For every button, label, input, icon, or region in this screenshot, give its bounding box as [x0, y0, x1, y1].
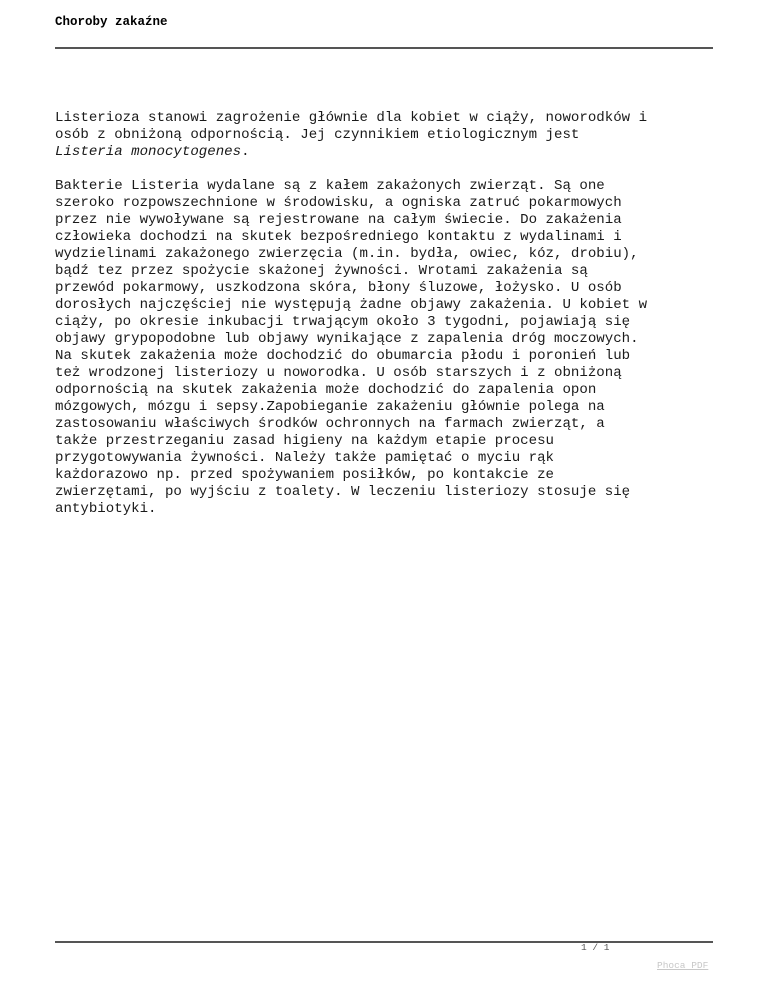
- footer-divider: [55, 941, 713, 943]
- paragraph-line: zwierzętami, po wyjściu z toalety. W leczeniu listeriozy stosuje się: [55, 484, 631, 500]
- page-number: 1 / 1: [581, 942, 610, 953]
- paragraph-line: też wrodzonej listeriozy u noworodka. U osób starszych i z obniżoną: [55, 365, 622, 381]
- paragraph-line: dorosłych najczęściej nie występują żadne objawy zakażenia. U kobiet w: [55, 297, 648, 313]
- paragraph-line: także przestrzeganiu zasad higieny na każdym etapie procesu: [55, 433, 554, 449]
- paragraph-line: zastosowaniu właściwych środków ochronnych na farmach zwierząt, a: [55, 416, 605, 432]
- article-paragraph-body: [55, 178, 713, 518]
- paragraph-line: [55, 144, 713, 161]
- paragraph-line: każdorazowo np. przed spożywaniem posiłków, po kontakcie ze: [55, 467, 554, 483]
- paragraph-line: przewód pokarmowy, uszkodzona skóra, błony śluzowe, łożysko. U osób: [55, 280, 622, 296]
- paragraph-line: Listerioza stanowi zagrożenie głównie dla kobiet w ciąży, noworodków i: [55, 110, 648, 126]
- paragraph-line: objawy grypopodobne lub objawy wynikające z zapalenia dróg moczowych.: [55, 331, 639, 347]
- paragraph-line: szeroko rozpowszechnione w środowisku, a ogniska zatruć pokarmowych: [55, 195, 622, 211]
- paragraph-line: bądź tez przez spożycie skażonej żywności. Wrotami zakażenia są: [55, 263, 588, 279]
- paragraph-line: odpornością na skutek zakażenia może dochodzić do zapalenia opon: [55, 382, 597, 398]
- header-divider: [55, 47, 713, 49]
- article-paragraph-intro: [55, 110, 713, 161]
- sentence-end: .: [241, 144, 250, 160]
- paragraph-line: Na skutek zakażenia może dochodzić do obumarcia płodu i poronień lub: [55, 348, 631, 364]
- article-body: [55, 110, 713, 518]
- paragraph-line: ciąży, po okresie inkubacji trwającym około 3 tygodni, pojawiają się: [55, 314, 631, 330]
- paragraph-line: wydzielinami zakażonego zwierzęcia (m.in. bydła, owiec, kóz, drobiu),: [55, 246, 639, 262]
- paragraph-line: przez nie wywoływane są rejestrowane na całym świecie. Do zakażenia: [55, 212, 622, 228]
- paragraph-line: mózgowych, mózgu i sepsy.Zapobieganie zakażeniu głównie polega na: [55, 399, 605, 415]
- species-name: Listeria monocytogenes: [55, 144, 242, 160]
- paragraph-line: antybiotyki.: [55, 501, 157, 517]
- paragraph-line: osób z obniżoną odpornością. Jej czynnikiem etiologicznym jest: [55, 127, 580, 143]
- paragraph-line: Bakterie Listeria wydalane są z kałem zakażonych zwierząt. Są one: [55, 178, 605, 194]
- generator-link[interactable]: Phoca PDF: [657, 960, 709, 971]
- paragraph-line: człowieka dochodzi na skutek bezpośredniego kontaktu z wydalinami i: [55, 229, 622, 245]
- paragraph-line: przygotowywania żywności. Należy także pamiętać o myciu rąk: [55, 450, 554, 466]
- document-header-title: Choroby zakaźne: [55, 15, 168, 29]
